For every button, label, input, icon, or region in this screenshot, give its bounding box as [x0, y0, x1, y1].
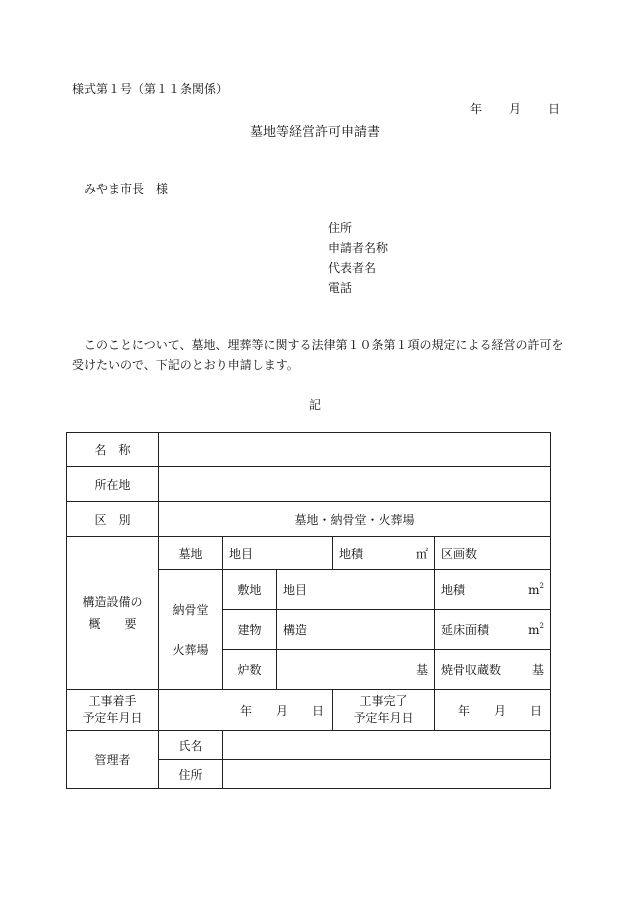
shokotsu-unit: 基 [532, 663, 545, 677]
manager-address-input-cell[interactable] [223, 760, 551, 789]
structure-label-line2: 概 要 [88, 617, 137, 631]
manager-address-label: 住所 [178, 767, 203, 782]
table-row-schedule [67, 690, 551, 731]
rosu-label-cell [223, 650, 277, 690]
rosu-unit: 基 [415, 663, 428, 677]
location-input-cell[interactable] [159, 467, 551, 502]
kasoba-label: 火葬場 [172, 642, 209, 657]
shokotsu-cell[interactable] [435, 650, 551, 690]
ki-heading: 記 [308, 398, 321, 412]
table-row-cemetery [67, 537, 551, 570]
end-year-label: 年 [457, 703, 470, 718]
nokotsudo-label: 納骨堂 [172, 602, 209, 617]
name-label-cell [67, 433, 159, 467]
tatemono-label-cell [223, 610, 277, 650]
manager-label-cell [67, 731, 159, 789]
category-value: 墓地・納骨堂・火葬場 [294, 512, 415, 527]
application-table [66, 432, 551, 789]
manager-name-label: 氏名 [178, 738, 203, 753]
start-label-line1: 工事着手 [88, 694, 137, 708]
cemetery-chimoku-label: 地目 [229, 546, 254, 561]
applicant-representative-label: 代表者名 [328, 261, 377, 275]
shokotsu-label: 焼骨収蔵数 [441, 663, 502, 677]
start-date-cell[interactable] [159, 690, 333, 731]
manager-name-input-cell[interactable] [223, 731, 551, 760]
manager-address-label-cell [159, 760, 223, 789]
start-day-label: 日 [311, 703, 324, 718]
facility-type-cell [159, 570, 223, 690]
submission-date [470, 100, 560, 117]
applicant-name-label: 申請者名称 [328, 241, 389, 255]
tatemono-label: 建物 [237, 623, 262, 637]
table-row-name [67, 433, 551, 467]
manager-label: 管理者 [94, 753, 131, 767]
kukakusu-cell[interactable] [435, 537, 551, 570]
end-label-line1: 工事完了 [359, 694, 408, 708]
applicant-phone-label: 電話 [328, 281, 353, 295]
start-label-line2: 予定年月日 [82, 711, 143, 725]
cemetery-chiseki-label: 地積 [339, 546, 364, 561]
table-row-location [67, 467, 551, 502]
form-number: 様式第１号（第１１条関係） [72, 82, 229, 96]
cemetery-label-cell [159, 537, 223, 570]
date-day-label: 日 [547, 102, 560, 116]
end-date-cell[interactable] [435, 690, 551, 731]
start-year-label: 年 [239, 703, 252, 718]
cemetery-chimoku-cell[interactable] [223, 537, 333, 570]
shikichi-chimoku-label: 地目 [283, 583, 308, 597]
nobeyuka-label: 延床面積 [441, 623, 490, 637]
document-title: 墓地等経営許可申請書 [249, 125, 380, 140]
date-year-label: 年 [470, 102, 483, 116]
structure-label-line1: 構造設備の [82, 595, 143, 609]
kozo-label: 構造 [283, 623, 308, 637]
rosu-value-cell[interactable] [277, 650, 435, 690]
location-label-cell [67, 467, 159, 502]
end-label-line2: 予定年月日 [353, 711, 414, 725]
cemetery-label: 墓地 [178, 546, 203, 561]
date-month-label: 月 [508, 102, 521, 116]
name-label: 名 称 [94, 443, 131, 457]
nobeyuka-cell[interactable] [435, 610, 551, 650]
shikichi-label-cell [223, 570, 277, 610]
kukakusu-label: 区画数 [441, 546, 478, 561]
shikichi-chiseki-label: 地積 [441, 583, 466, 597]
structure-label-cell [67, 537, 159, 690]
application-statement: このことについて、墓地、埋葬等に関する法律第１０条第１項の規定による経営の許可を受けたいので、下記のとおり申請します。 [72, 338, 564, 372]
square-meter-unit: ㎡ [415, 546, 428, 561]
square-meter-unit: $m^2$ [528, 622, 545, 637]
start-month-label: 月 [275, 703, 288, 718]
name-input-cell[interactable] [159, 433, 551, 467]
addressee: みやま市長 様 [84, 182, 169, 196]
shikichi-chiseki-cell[interactable] [435, 570, 551, 610]
manager-name-label-cell [159, 731, 223, 760]
category-value-cell[interactable] [159, 502, 551, 537]
end-month-label: 月 [493, 703, 506, 718]
end-label-cell [333, 690, 435, 731]
category-label: 区 別 [94, 512, 131, 527]
location-label: 所在地 [94, 477, 131, 492]
kozo-cell[interactable] [277, 610, 435, 650]
end-day-label: 日 [530, 703, 543, 718]
cemetery-chiseki-cell[interactable] [333, 537, 435, 570]
shikichi-label: 敷地 [237, 583, 262, 597]
table-row-manager-name [67, 731, 551, 760]
category-label-cell [67, 502, 159, 537]
rosu-label: 炉数 [237, 663, 262, 677]
table-row-category [67, 502, 551, 537]
start-label-cell [67, 690, 159, 731]
shikichi-chimoku-cell[interactable] [277, 570, 435, 610]
applicant-address-label: 住所 [328, 221, 353, 235]
square-meter-unit: $m^2$ [528, 582, 545, 597]
